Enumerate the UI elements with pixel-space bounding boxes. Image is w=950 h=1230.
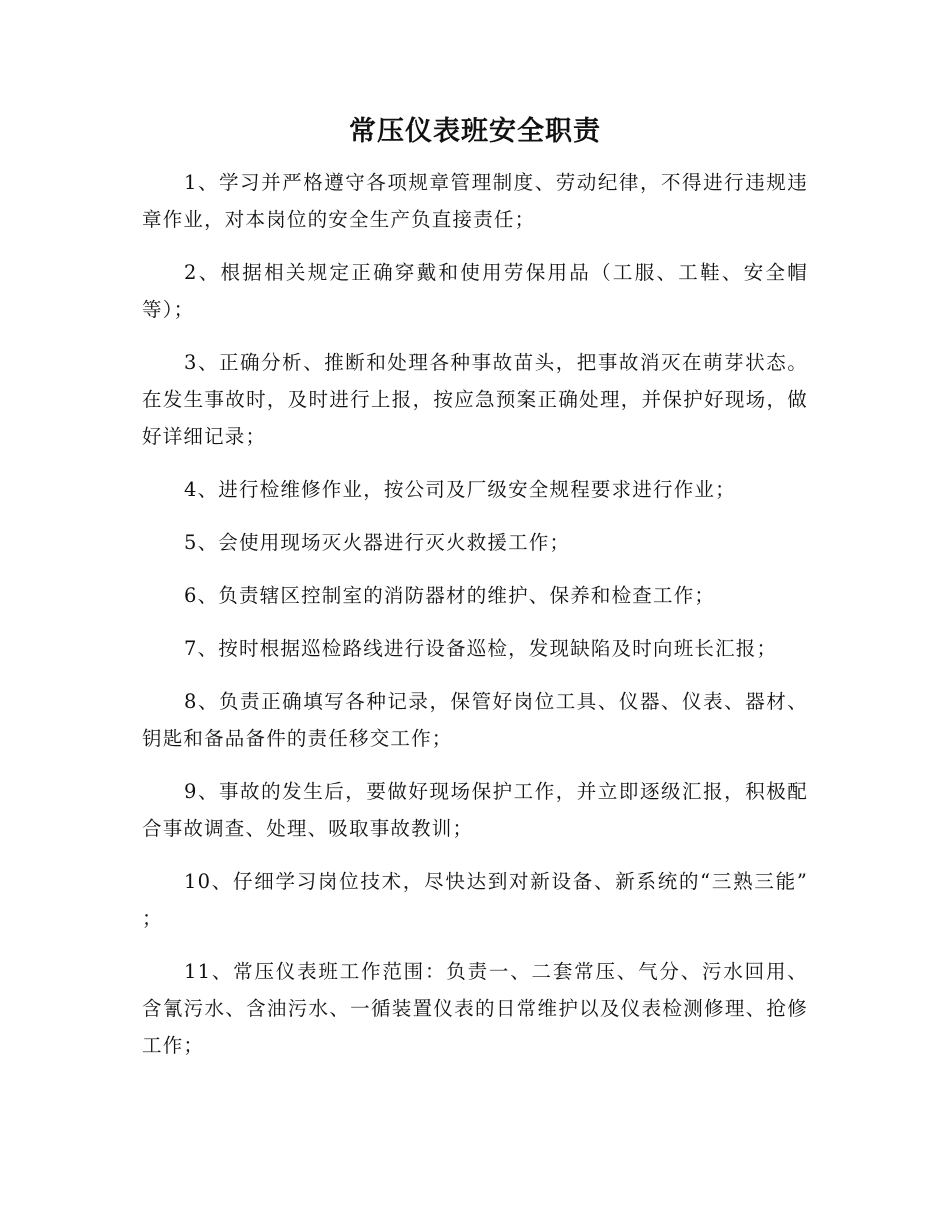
duty-item-1: 1、学习并严格遵守各项规章管理制度、劳动纪律，不得进行违规违章作业，对本岗位的安全生产负直接责任； xyxy=(142,171,808,231)
document-body xyxy=(142,164,808,1080)
duty-item-5: 5、会使用现场灭火器进行灭火救援工作； xyxy=(184,531,571,554)
duty-item-7: 7、按时根据巡检路线进行设备巡检，发现缺陷及时向班长汇报； xyxy=(184,637,778,660)
duty-item-4: 4、进行检维修作业，按公司及厂级安全规程要求进行作业； xyxy=(184,478,736,501)
duty-item-2: 2、根据相关规定正确穿戴和使用劳保用品（工服、工鞋、安全帽等）； xyxy=(142,261,808,321)
duty-item-6: 6、负责辖区控制室的消防器材的维护、保养和检查工作； xyxy=(184,584,716,607)
duty-item-3: 3、正确分析、推断和处理各种事故苗头，把事故消灭在萌芽状态。在发生事故时，及时进行上报，按应急预案正确处理，并保护好现场，做好详细记录； xyxy=(142,351,808,448)
duty-item-9: 9、事故的发生后，要做好现场保护工作，并立即逐级汇报，积极配合事故调查、处理、吸取事故教训； xyxy=(142,780,808,840)
duty-item-10: 10、仔细学习岗位技术，尽快达到对新设备、新系统的“三熟三能” ； xyxy=(142,870,808,930)
duty-item-11: 11、常压仪表班工作范围：负责一、二套常压、气分、污水回用、含氰污水、含油污水、一循装置仪表的日常维护以及仪表检测修理、抢修工作； xyxy=(142,960,808,1057)
duty-item-8: 8、负责正确填写各种记录，保管好岗位工具、仪器、仪表、器材、钥匙和备品备件的责任移交工作； xyxy=(142,690,808,750)
document-title: 常压仪表班安全职责 xyxy=(349,116,601,147)
